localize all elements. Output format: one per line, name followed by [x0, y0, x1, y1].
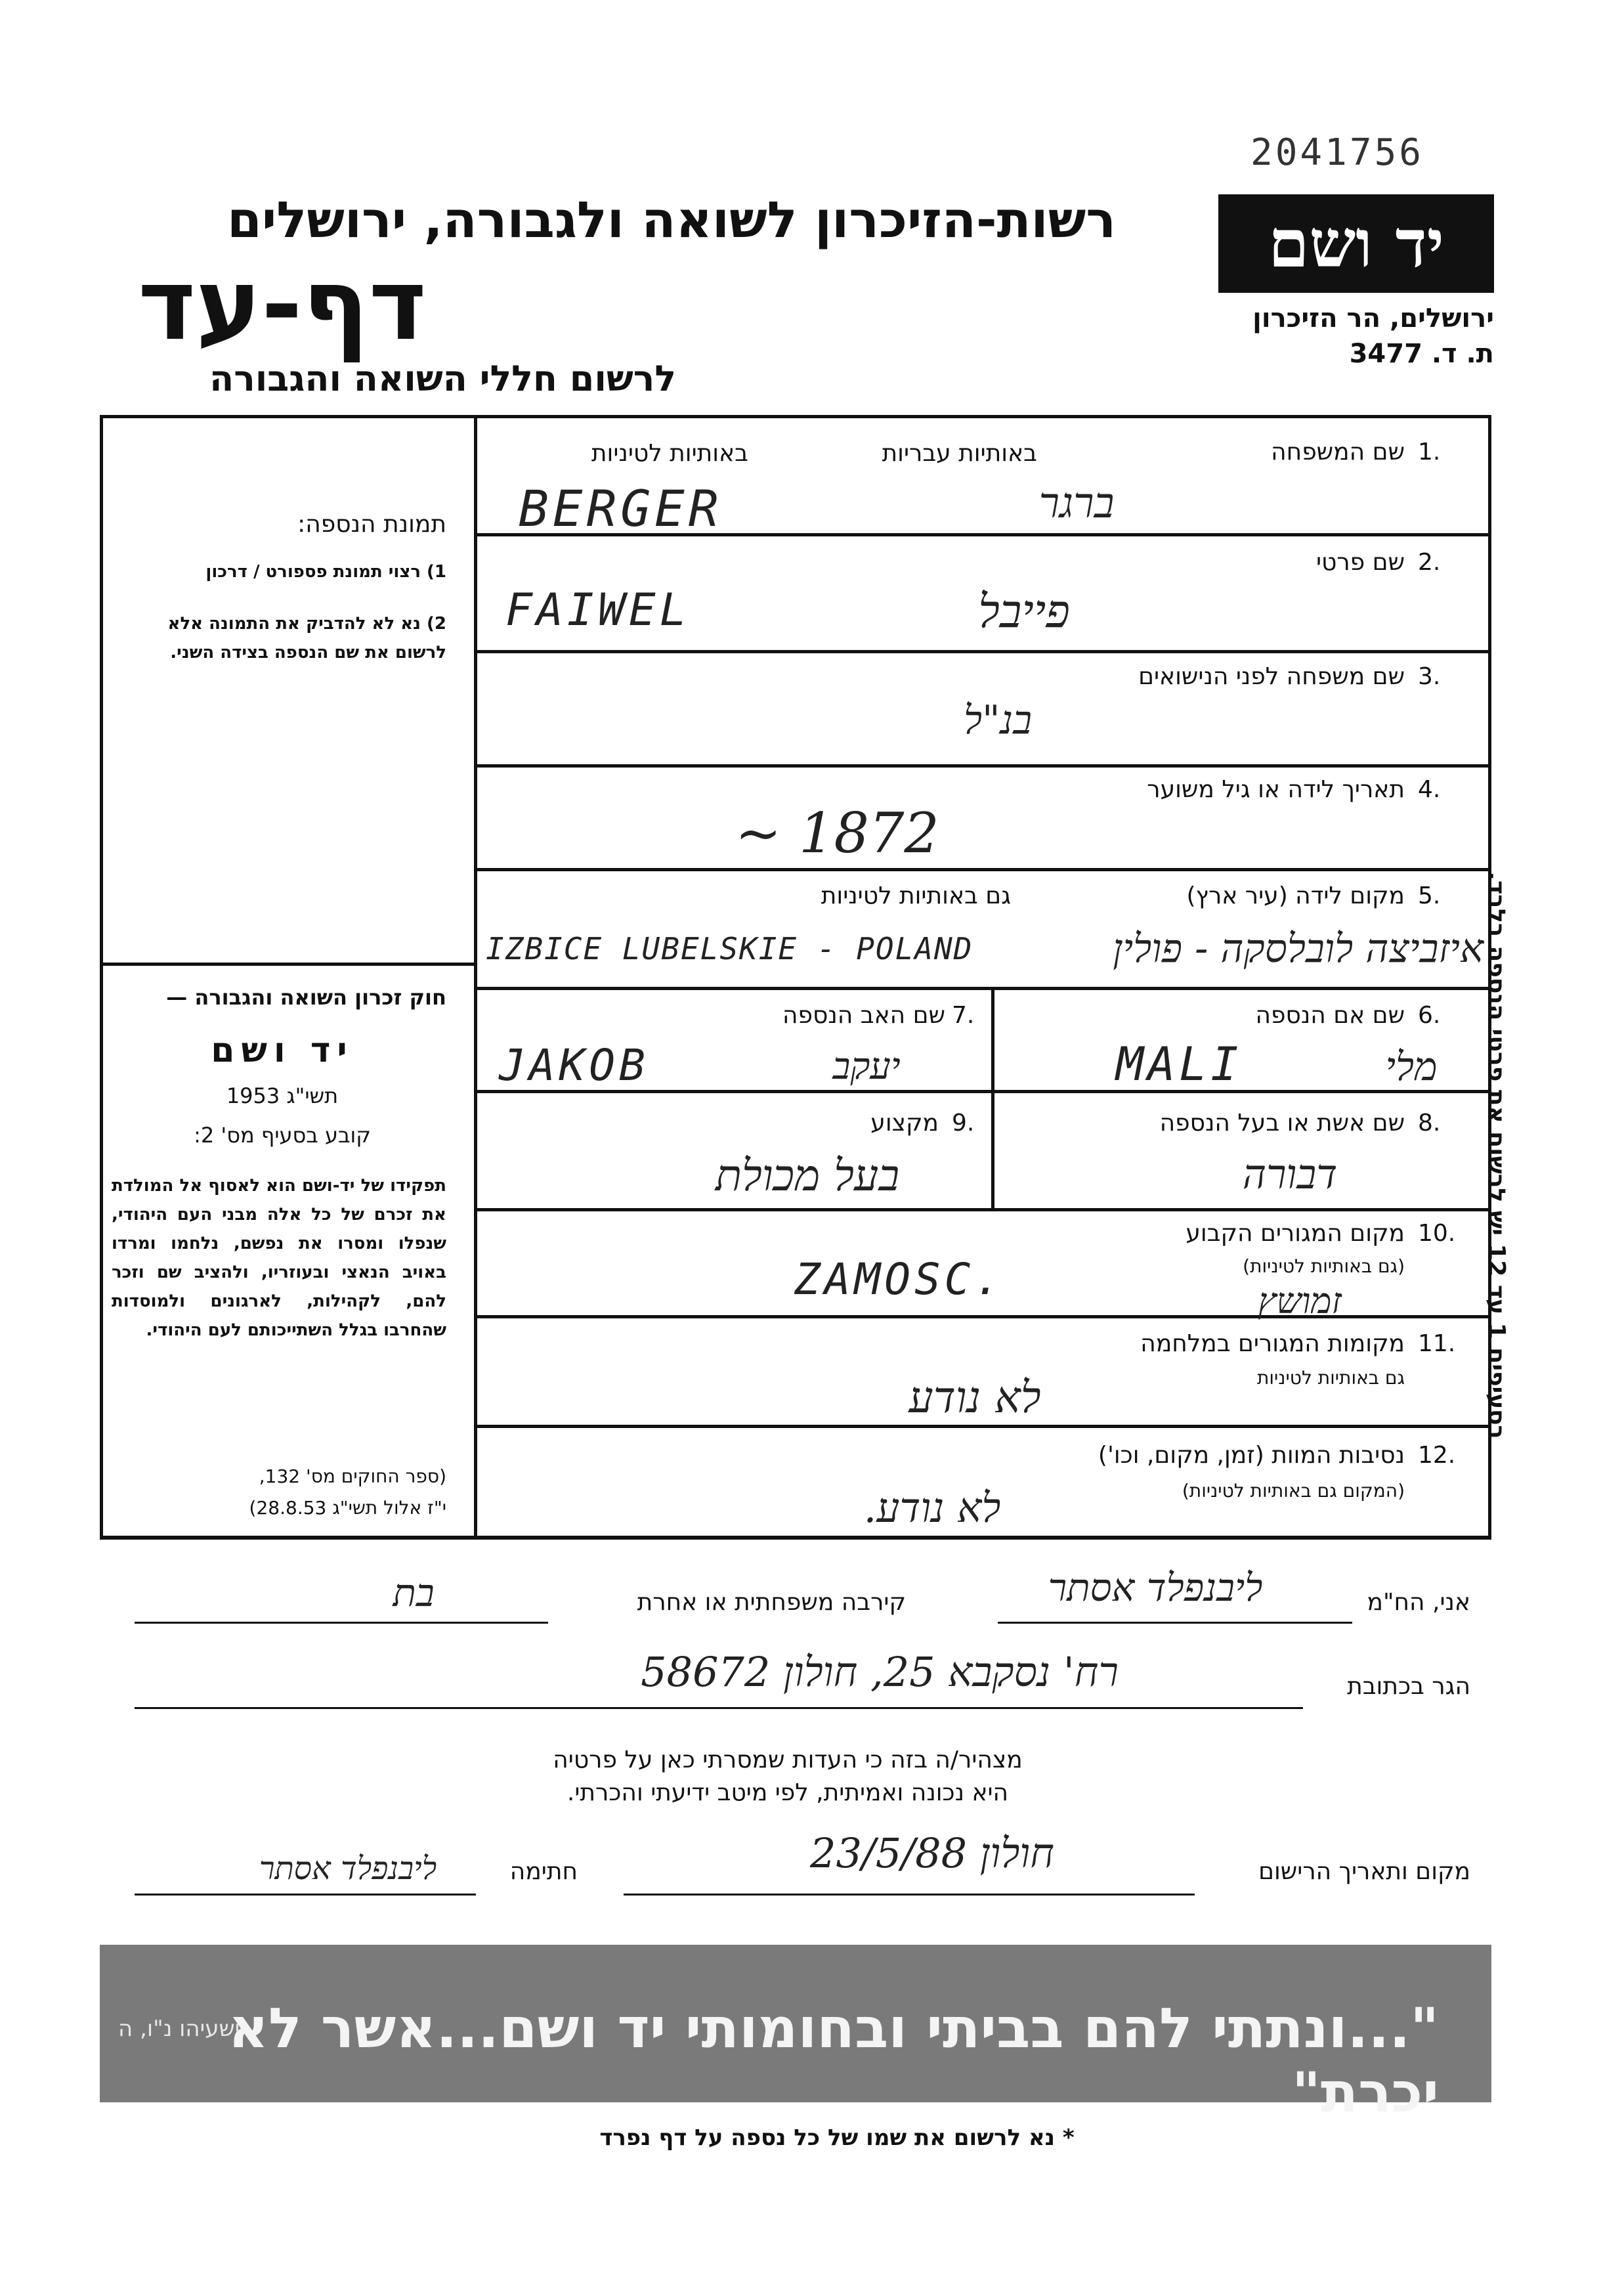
signature-line	[135, 1894, 476, 1895]
field-2-latin-value: FAIWEL	[505, 584, 691, 636]
field-9-number: 9.	[952, 1110, 975, 1137]
relation-label: קירבה משפחתית או אחרת	[637, 1589, 906, 1616]
field-1-hebrew-value: ברגר	[1038, 479, 1115, 528]
organization-title: רשות-הזיכרון לשואה ולגבורה, ירושלים	[227, 190, 1116, 249]
field-6-number: 6.	[1418, 1002, 1441, 1029]
row-divider	[474, 1425, 1491, 1428]
field-3-hebrew-value: בנ"ל	[963, 697, 1033, 743]
field-11-number: 11.	[1418, 1330, 1456, 1357]
latin-column-header: באותיות לטיניות	[591, 440, 748, 467]
field-1-latin-value: BERGER	[519, 479, 723, 538]
banner-reference: ישעיהו נ"ו, ה	[118, 2016, 240, 2042]
declarant-label: אני, הח"מ	[1367, 1589, 1470, 1616]
field-11-label: מקומות המגורים במלחמה	[1140, 1330, 1405, 1357]
field-10-number: 10.	[1418, 1220, 1456, 1247]
field-11-hebrew-value: לא נודע	[908, 1372, 1041, 1423]
law-year: תשי"ג 1953	[226, 1083, 339, 1108]
declarant-line	[998, 1622, 1352, 1624]
form-subtitle: לרשום חללי השואה והגבורה	[209, 358, 676, 399]
banner-quote: "...ונתתי להם בביתי ובחומותי יד ושם...אשר לא יכרת"	[228, 1996, 1439, 2125]
field-6-latin-value: MALI	[1116, 1037, 1243, 1091]
field-12-sublabel: (המקום גם באותיות לטיניות)	[1182, 1480, 1405, 1502]
margin-note: בסעיפים 1 עד 12 יש לרשום את פרטי הנספה בלבד.	[1483, 871, 1510, 1440]
field-8-label: שם אשת או בעל הנספה	[1159, 1110, 1405, 1137]
field-1-number: 1.	[1418, 439, 1441, 466]
place-date-value: חולון 23/5/88	[810, 1829, 1054, 1877]
field-1-label: שם המשפחה	[1271, 439, 1405, 466]
law-title: חוק זכרון השואה והגבורה —	[166, 985, 446, 1010]
relation-value: בת	[393, 1570, 435, 1615]
field-10-label: מקום המגורים הקבוע	[1186, 1220, 1405, 1247]
address-label: הגר בכתובת	[1347, 1673, 1470, 1700]
field-7-hebrew-value: יעקב	[832, 1045, 901, 1088]
field-5-hebrew-value: איזביצה לובלסקה - פולין	[1113, 926, 1484, 972]
field-9-hebrew-value: בעל מכולת	[715, 1150, 900, 1201]
declarant-name: ליבנפלד אסתר	[1048, 1565, 1263, 1610]
field-4-number: 4.	[1418, 776, 1441, 803]
sidebar-divider	[474, 415, 477, 1539]
row-split-divider	[991, 987, 994, 1208]
photo-title: תמונת הנספה:	[297, 511, 446, 538]
law-clause: קובע בסעיף מס' 2:	[194, 1123, 371, 1148]
signature: ליבנפלד אסתר	[259, 1850, 437, 1887]
serial-number: 2041756	[1250, 131, 1424, 174]
logo-po-box: ת. ד. 3477	[1349, 339, 1494, 369]
place-date-label: מקום ותאריך הרישום	[1258, 1858, 1470, 1885]
declaration-divider	[100, 1536, 1491, 1540]
signature-label: חתימה	[509, 1858, 578, 1885]
field-5-label: מקום לידה (עיר ארץ)	[1186, 882, 1405, 909]
field-5-latin-value: IZBICE LUBELSKIE - POLAND	[486, 931, 973, 966]
field-6-hebrew-value: מלי	[1385, 1044, 1438, 1090]
address-line	[135, 1707, 1303, 1709]
yad-vashem-logo: יד ושם	[1218, 194, 1494, 293]
field-3-label: שם משפחה לפני הנישואים	[1138, 663, 1405, 690]
field-9-label: מקצוע	[870, 1110, 939, 1137]
field-10-hebrew-value: זמושץ	[1258, 1280, 1342, 1322]
row-divider	[474, 868, 1491, 871]
relation-line	[135, 1622, 548, 1624]
address-value: רח' נסקבא 25, חולון 58672	[641, 1648, 1119, 1696]
photo-note-2: 2) נא לא להדביק את התמונה אלא לרשום את שם הנספה בצידה השני.	[167, 614, 446, 662]
field-7-number: 7.	[952, 1002, 975, 1029]
hebrew-column-header: באותיות עבריות	[882, 440, 1037, 467]
field-4-label: תאריך לידה או גיל משוער	[1147, 776, 1405, 803]
field-5-number: 5.	[1418, 882, 1441, 909]
row-divider	[474, 650, 1491, 653]
field-8-number: 8.	[1418, 1110, 1441, 1137]
field-2-label: שם פרטי	[1315, 549, 1405, 576]
field-12-hebrew-value: לא נודע.	[863, 1484, 1001, 1532]
law-date: י"ז אלול תשי"ג 28.8.53)	[249, 1497, 446, 1519]
law-text: תפקידו של יד-ושם הוא לאסוף אל המולדת את זכרם של כל אלה מבני העם היהודי, שנפלו ומסרו את נפשם, נלחמו ומרדו באויב הנאצי ובעוזריו, ולהציב שם וזכר להם, לקהילות, לארגונים ולמוסדות שהחרבו בגלל השתייכותם לעם היהודי.	[112, 1176, 446, 1340]
row-divider	[474, 1208, 1491, 1211]
form-title: דף-עד	[138, 248, 427, 362]
law-name: יד ושם	[211, 1031, 354, 1070]
field-4-value: ~ 1872	[735, 801, 939, 865]
law-source: (ספר החוקים מס' 132,	[259, 1465, 446, 1487]
photo-note-1: 1) רצוי תמונת פספורט / דרכון	[205, 562, 446, 582]
field-6-label: שם אם הנספה	[1255, 1002, 1405, 1029]
field-10-latin-value: ZAMOSC.	[794, 1254, 1005, 1305]
field-11-sublabel: גם באותיות לטיניות	[1257, 1367, 1405, 1389]
footnote: * נא לרשום את שמו של כל נספה על דף נפרד	[599, 2125, 1075, 2151]
field-12-number: 12.	[1418, 1442, 1456, 1469]
field-12-label: נסיבות המוות (זמן, מקום, וכו')	[1098, 1442, 1405, 1469]
field-7-label: שם האב הנספה	[782, 1002, 945, 1029]
sidebar-section-divider	[100, 963, 477, 966]
field-3-number: 3.	[1418, 663, 1441, 690]
field-5-latin-label: גם באותיות לטיניות	[821, 882, 1011, 909]
statement-line-2: היא נכונה ואמיתית, לפי מיטב ידיעתי והכרתי.	[566, 1779, 1009, 1806]
field-7-latin-value: JAKOB	[499, 1040, 649, 1091]
logo-address: ירושלים, הר הזיכרון	[1252, 303, 1494, 334]
field-2-number: 2.	[1418, 549, 1441, 576]
place-date-line	[624, 1894, 1195, 1895]
row-divider	[474, 987, 1491, 990]
row-divider	[474, 764, 1491, 768]
field-8-hebrew-value: דבורה	[1242, 1150, 1338, 1198]
field-10-sublabel: (גם באותיות לטיניות)	[1243, 1255, 1405, 1277]
statement-line-1: מצהיר/ה בזה כי העדות שמסרתי כאן על פרטיה	[553, 1746, 1023, 1773]
field-2-hebrew-value: פייבל	[978, 584, 1070, 638]
